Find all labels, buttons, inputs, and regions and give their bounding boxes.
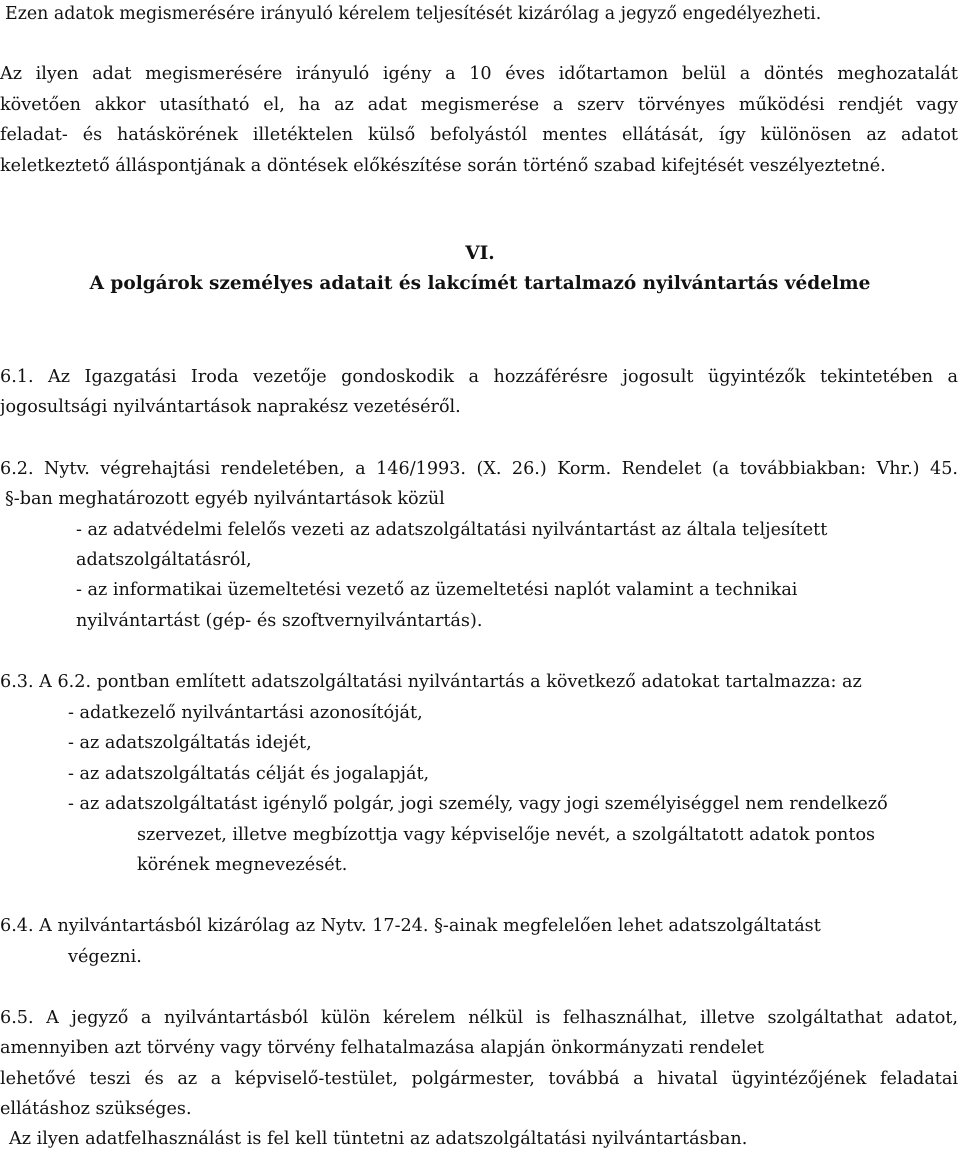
intro-paragraph-line-2: követően akkor utasítható el, ha az adat megismerése a szerv törvényes működési rendjét vagy xyxy=(0,95,958,115)
p62-item-line-1: - az adatvédelmi felelős vezeti az adatszolgáltatási nyilvántartást az általa teljesített xyxy=(76,520,828,540)
p63-continuation-2: körének megnevezését. xyxy=(137,855,348,875)
intro-paragraph-line-1: Az ilyen adat megismerésére irányuló igény a 10 éves időtartamon belül a döntés meghozatalát xyxy=(0,64,958,84)
intro-line: Ezen adatok megismerésére irányuló kérelem teljesítését kizárólag a jegyző engedélyezheti. xyxy=(5,4,822,24)
p62-item-line-3: - az informatikai üzemeltetési vezető az üzemeltetési naplót valamint a technikai xyxy=(76,580,798,600)
p65-line-4: ellátáshoz szükséges. xyxy=(0,1099,192,1119)
section-title: A polgárok személyes adatait és lakcímét tartalmazó nyilvántartás védelme xyxy=(89,273,871,294)
intro-paragraph-line-3: feladat- és hatáskörének illetéktelen külső befolyástól mentes ellátását, így különösen az adatot xyxy=(0,125,958,145)
section-number: VI. xyxy=(465,243,495,264)
p62-item-line-4: nyilvántartást (gép- és szoftvernyilvántartás). xyxy=(76,611,483,631)
p64-line-2: végezni. xyxy=(68,947,142,967)
p63-line-1: 6.3. A 6.2. pontban említett adatszolgáltatási nyilvántartás a következő adatokat tartalmazza: az xyxy=(0,672,862,692)
p64-line-1 xyxy=(0,913,821,939)
p65-line-1: 6.5. A jegyző a nyilvántartásból külön kérelem nélkül is felhasználhat, illetve szolgáltathat adatot, xyxy=(0,1008,958,1028)
p63-item-4: - az adatszolgáltatást igénylő polgár, jogi személy, vagy jogi személyiséggel nem rendelkező xyxy=(68,794,888,814)
p62-line-2-text: -ban meghatározott egyéb nyilvántartások közül xyxy=(13,489,445,509)
section-sign: § xyxy=(434,916,443,936)
p65-line-2: amennyiben azt törvény vagy törvény felhatalmazása alapján önkormányzati rendelet xyxy=(0,1038,764,1058)
p63-item-2: - az adatszolgáltatás idejét, xyxy=(68,733,312,753)
p62-line-1: 6.2. Nytv. végrehajtási rendeletében, a 146/1993. (X. 26.) Korm. Rendelet (a továbbiakban: Vhr.) 45. xyxy=(0,459,958,479)
p61-line-2: jogosultsági nyilvántartások naprakész vezetéséről. xyxy=(0,397,461,417)
p63-item-1: - adatkezelő nyilvántartási azonosítóját, xyxy=(68,703,423,723)
p61-line-1: 6.1. Az Igazgatási Iroda vezetője gondoskodik a hozzáférésre jogosult ügyintézők tekintetében a xyxy=(0,367,958,387)
p62-line-2 xyxy=(5,486,445,512)
section-sign: § xyxy=(5,489,14,509)
intro-paragraph-line-4: keletkeztető álláspontjának a döntések előkészítése során történő szabad kifejtését veszélyeztetné. xyxy=(0,156,886,176)
p63-item-3: - az adatszolgáltatás célját és jogalapját, xyxy=(68,764,430,784)
p65-line-3: lehetővé teszi és az a képviselő-testület, polgármester, továbbá a hivatal ügyintézőjének feladatai xyxy=(0,1069,958,1089)
p65-line-5: Az ilyen adatfelhasználást is fel kell tüntetni az adatszolgáltatási nyilvántartásban. xyxy=(9,1129,748,1149)
p64-line-1-text-a: 6.4. A nyilvántartásból kizárólag az Nytv. 17-24. xyxy=(0,916,429,936)
p62-item-line-2: adatszolgáltatásról, xyxy=(76,550,252,570)
p64-line-1-text-b: -ainak megfelelően lehet adatszolgáltatást xyxy=(442,916,821,936)
p63-continuation-1: szervezet, illetve megbízottja vagy képviselője nevét, a szolgáltatott adatok pontos xyxy=(137,825,876,845)
